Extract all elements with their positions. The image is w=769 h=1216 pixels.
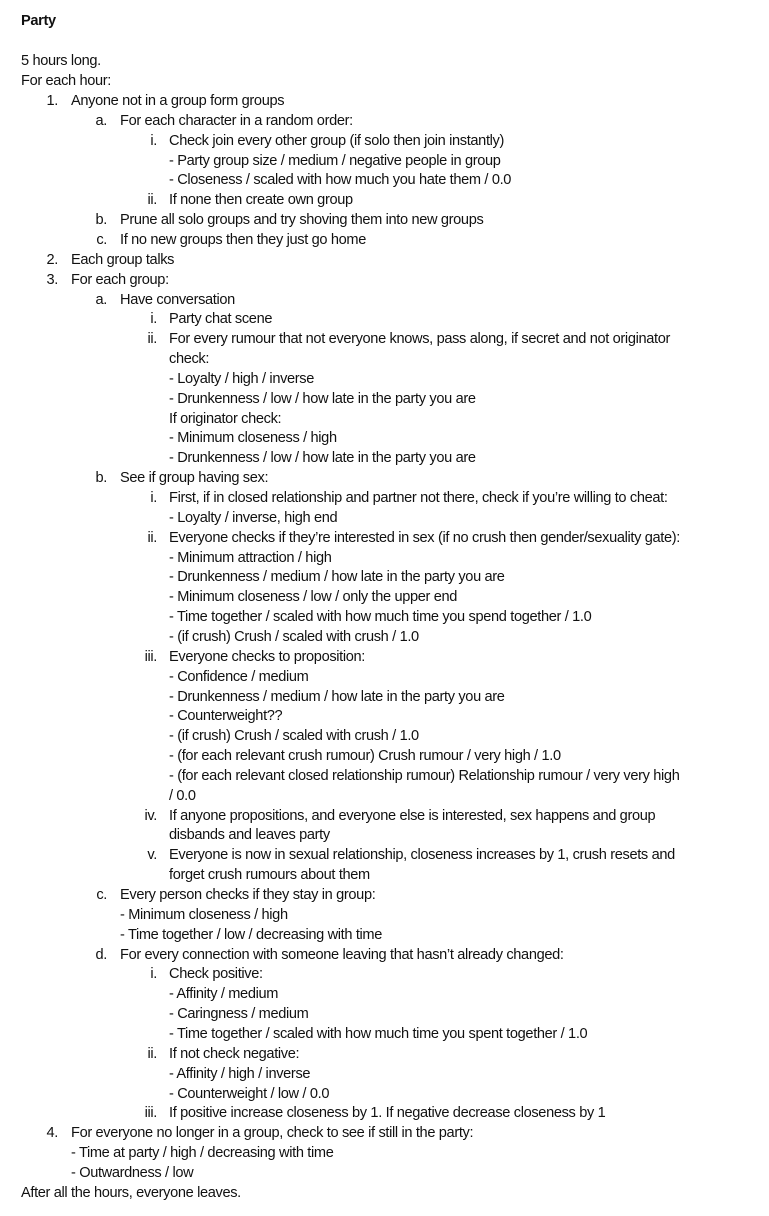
- list-item-text: - Loyalty / inverse, high end: [169, 509, 338, 526]
- list-marker: 1.: [46, 93, 58, 109]
- list-item-text: Each group talks: [71, 251, 175, 268]
- list-item: [0, 329, 769, 349]
- list-item-continuation: [0, 548, 769, 568]
- list-item-text: - (for each relevant crush rumour) Crush rumour / very high / 1.0: [169, 748, 561, 765]
- list-item-continuation: [0, 1004, 769, 1024]
- list-item-text: Have conversation: [120, 291, 235, 308]
- list-item-continuation: [0, 1064, 769, 1084]
- list-item: [0, 91, 769, 111]
- list-item-continuation: [0, 984, 769, 1004]
- list-marker: ii.: [147, 192, 157, 209]
- list-item-text: - Outwardness / low: [71, 1164, 194, 1181]
- list-item-text: If originator check:: [169, 410, 282, 427]
- list-item-text: See if group having sex:: [120, 470, 269, 487]
- list-item-continuation: [0, 925, 769, 945]
- list-marker: i.: [150, 966, 157, 983]
- list-item-text: - Minimum attraction / high: [169, 549, 332, 566]
- list-item-text: If no new groups then they just go home: [120, 231, 366, 248]
- list-item-text: forget crush rumours about them: [169, 867, 370, 884]
- list-item-continuation: [0, 607, 769, 627]
- list-item: [0, 964, 769, 984]
- list-item-text: Everyone checks if they’re interested in sex (if no crush then gender/sexuality gate):: [169, 529, 680, 546]
- list-marker: c.: [96, 231, 107, 248]
- list-item-text: - Time together / low / decreasing with time: [120, 926, 382, 943]
- list-item-text: - Minimum closeness / high: [169, 430, 337, 447]
- list-item-text: - Drunkenness / low / how late in the party you are: [169, 450, 476, 467]
- list-item-text: - (for each relevant closed relationship rumour) Relationship rumour / very very high: [169, 767, 680, 784]
- list-item-text: - Closeness / scaled with how much you hate them / 0.0: [169, 172, 512, 189]
- list-item-continuation: [0, 905, 769, 925]
- list-item-continuation: [0, 508, 769, 528]
- list-item-text: Every person checks if they stay in group:: [120, 887, 376, 903]
- list-marker: i.: [150, 311, 157, 328]
- list-marker: ii.: [147, 1045, 157, 1062]
- list-item: [0, 131, 769, 151]
- list-marker: 2.: [46, 251, 58, 268]
- list-item: [0, 1044, 769, 1064]
- list-marker: b.: [95, 470, 107, 487]
- list-item-text: Everyone is now in sexual relationship, closeness increases by 1, crush resets and: [169, 847, 675, 864]
- list-item-continuation: [0, 687, 769, 707]
- list-item-continuation: [0, 567, 769, 587]
- list-item: [0, 210, 769, 230]
- list-item-text: - Drunkenness / medium / how late in the party you are: [169, 688, 505, 705]
- list-item-text: - Party group size / medium / negative people in group: [169, 152, 501, 169]
- list-item-text: - Drunkenness / medium / how late in the party you are: [169, 569, 505, 586]
- list-item-text: - Minimum closeness / low / only the upper end: [169, 589, 458, 606]
- list-item: [0, 270, 769, 290]
- list-item-continuation: [0, 865, 769, 885]
- list-item-continuation: [0, 627, 769, 647]
- list-item-continuation: [0, 667, 769, 687]
- outro-text: After all the hours, everyone leaves.: [21, 1184, 241, 1201]
- list-item: [0, 647, 769, 667]
- list-marker: i.: [150, 490, 157, 506]
- list-marker: a.: [95, 112, 107, 129]
- list-item: [0, 885, 769, 905]
- list-item-continuation: [0, 1163, 769, 1183]
- list-item: [0, 111, 769, 131]
- list-item: [0, 190, 769, 210]
- list-marker: i.: [150, 132, 157, 149]
- list-item-continuation: [0, 448, 769, 468]
- list-marker: c.: [96, 887, 107, 903]
- list-item-text: Anyone not in a group form groups: [71, 93, 285, 109]
- list-marker: 4.: [46, 1125, 58, 1142]
- list-item: [0, 1123, 769, 1143]
- list-item-continuation: [0, 825, 769, 845]
- list-item-text: - Time together / scaled with how much time you spend together / 1.0: [169, 609, 592, 626]
- list-item: [0, 488, 769, 508]
- list-item: [0, 945, 769, 965]
- list-item-continuation: [0, 1024, 769, 1044]
- list-item-text: For each group:: [71, 271, 169, 288]
- list-item: [0, 250, 769, 270]
- list-item: [0, 1103, 769, 1123]
- list-marker: 3.: [46, 271, 58, 288]
- list-item-continuation: [0, 786, 769, 806]
- list-marker: iv.: [144, 807, 157, 824]
- list-marker: v.: [147, 847, 157, 864]
- list-item-continuation: [0, 389, 769, 409]
- list-item-continuation: [0, 369, 769, 389]
- list-item: [0, 468, 769, 488]
- list-item-continuation: [0, 1084, 769, 1104]
- list-item: [0, 528, 769, 548]
- list-item-continuation: [0, 766, 769, 786]
- list-item-continuation: [0, 349, 769, 369]
- list-marker: d.: [95, 946, 107, 963]
- list-item: [0, 806, 769, 826]
- list-item-continuation: [0, 726, 769, 746]
- list-item-text: Check join every other group (if solo then join instantly): [169, 132, 504, 149]
- list-item-text: For every rumour that not everyone knows, pass along, if secret and not originator: [169, 331, 671, 348]
- list-marker: iii.: [144, 648, 157, 665]
- list-item: [0, 845, 769, 865]
- list-marker: iii.: [144, 1105, 157, 1122]
- list-item-text: - Minimum closeness / high: [120, 906, 288, 923]
- list-item-text: - Affinity / high / inverse: [169, 1065, 311, 1082]
- list-item-continuation: [0, 746, 769, 766]
- list-marker: a.: [95, 291, 107, 308]
- list-item-text: For everyone no longer in a group, check to see if still in the party:: [71, 1125, 474, 1142]
- list-item-text: disbands and leaves party: [169, 827, 330, 844]
- list-item-continuation: [0, 151, 769, 171]
- list-item-continuation: [0, 587, 769, 607]
- list-item-text: If anyone propositions, and everyone else is interested, sex happens and group: [169, 807, 656, 824]
- list-item-text: If none then create own group: [169, 192, 353, 209]
- list-item-text: - Counterweight??: [169, 708, 283, 725]
- list-item-text: For each character in a random order:: [120, 112, 353, 129]
- list-item: [0, 230, 769, 250]
- list-item-continuation: [0, 706, 769, 726]
- list-marker: ii.: [147, 529, 157, 546]
- list-item-text: - Loyalty / high / inverse: [169, 370, 315, 387]
- list-item-text: - Time together / scaled with how much time you spent together / 1.0: [169, 1025, 588, 1042]
- list-item-text: Everyone checks to proposition:: [169, 648, 366, 665]
- list-item-text: - (if crush) Crush / scaled with crush / 1.0: [169, 728, 419, 745]
- list-item: [0, 290, 769, 310]
- list-item-continuation: [0, 428, 769, 448]
- list-item-text: Prune all solo groups and try shoving them into new groups: [120, 212, 484, 229]
- list-marker: ii.: [147, 331, 157, 348]
- list-item-text: First, if in closed relationship and partner not there, check if you’re willing to cheat:: [169, 490, 668, 506]
- list-marker: b.: [95, 212, 107, 229]
- list-item-continuation: [0, 1143, 769, 1163]
- list-item-text: - Affinity / medium: [169, 986, 279, 1003]
- list-item-text: If positive increase closeness by 1. If negative decrease closeness by 1: [169, 1105, 606, 1122]
- list-item-continuation: [0, 409, 769, 429]
- list-item-text: - Time at party / high / decreasing with time: [71, 1145, 334, 1162]
- list-item-text: - Counterweight / low / 0.0: [169, 1085, 330, 1102]
- list-item-text: If not check negative:: [169, 1045, 300, 1062]
- list-item-text: check:: [169, 351, 210, 368]
- intro-each-hour: For each hour:: [21, 73, 112, 89]
- list-item-text: - Confidence / medium: [169, 668, 309, 685]
- list-item-text: / 0.0: [169, 787, 196, 804]
- list-item-text: - (if crush) Crush / scaled with crush / 1.0: [169, 628, 419, 645]
- list-item: [0, 309, 769, 329]
- intro-duration: 5 hours long.: [21, 53, 101, 69]
- list-item-continuation: [0, 170, 769, 190]
- document-title: Party: [21, 13, 56, 29]
- list-item-text: For every connection with someone leaving that hasn’t already changed:: [120, 946, 564, 963]
- list-item-text: - Caringness / medium: [169, 1006, 309, 1023]
- list-item-text: Check positive:: [169, 966, 263, 983]
- list-item-text: - Drunkenness / low / how late in the party you are: [169, 390, 476, 407]
- list-item-text: Party chat scene: [169, 311, 273, 328]
